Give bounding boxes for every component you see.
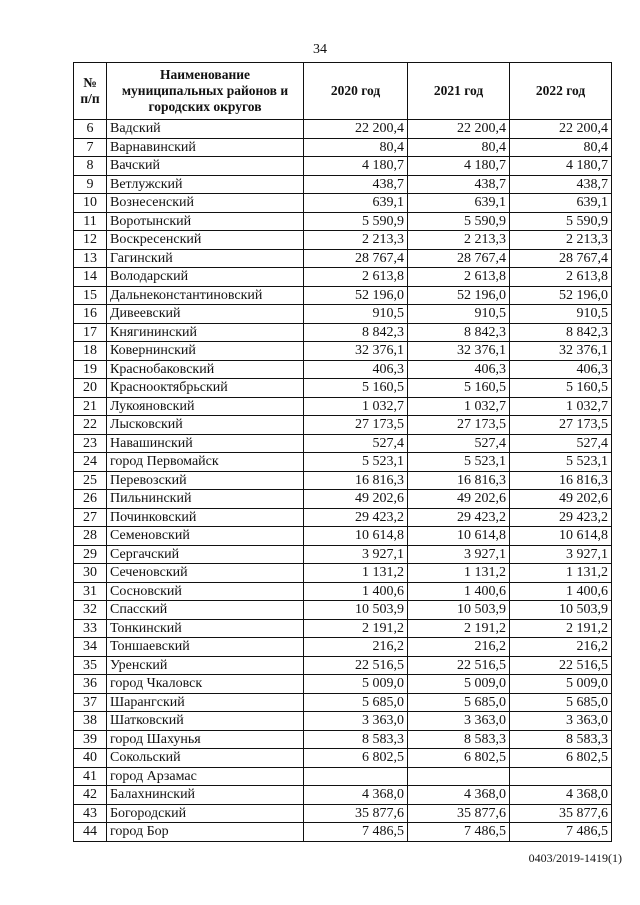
row-number: 26 <box>74 490 107 509</box>
table-row <box>74 120 612 139</box>
value-2022: 10 614,8 <box>510 527 612 546</box>
header-number: № п/п <box>74 63 107 120</box>
municipality-name: Дивеевский <box>107 305 304 324</box>
row-number: 29 <box>74 545 107 564</box>
value-2022: 2 191,2 <box>510 619 612 638</box>
value-2021: 1 131,2 <box>408 564 510 583</box>
value-2022: 5 523,1 <box>510 453 612 472</box>
table-row <box>74 231 612 250</box>
municipality-name: Варнавинский <box>107 138 304 157</box>
table-row <box>74 175 612 194</box>
value-2022: 6 802,5 <box>510 749 612 768</box>
value-2021: 52 196,0 <box>408 286 510 305</box>
municipality-name: Володарский <box>107 268 304 287</box>
value-2021: 3 927,1 <box>408 545 510 564</box>
row-number: 11 <box>74 212 107 231</box>
row-number: 10 <box>74 194 107 213</box>
value-2022: 3 927,1 <box>510 545 612 564</box>
table-row <box>74 379 612 398</box>
value-2022: 3 363,0 <box>510 712 612 731</box>
value-2021: 28 767,4 <box>408 249 510 268</box>
municipality-name: Лукояновский <box>107 397 304 416</box>
header-municipality-name: Наименование муниципальных районов и городских округов <box>107 63 304 120</box>
value-2021: 7 486,5 <box>408 823 510 842</box>
document-code: 0403/2019-1419(1) <box>528 851 622 865</box>
table-row <box>74 638 612 657</box>
header-year-2022: 2022 год <box>510 63 612 120</box>
row-number: 21 <box>74 397 107 416</box>
row-number: 7 <box>74 138 107 157</box>
table-row <box>74 527 612 546</box>
municipality-name: Балахнинский <box>107 786 304 805</box>
value-2022: 5 685,0 <box>510 693 612 712</box>
value-2020: 1 400,6 <box>304 582 408 601</box>
value-2020: 35 877,6 <box>304 804 408 823</box>
value-2020: 216,2 <box>304 638 408 657</box>
row-number: 13 <box>74 249 107 268</box>
table-row <box>74 286 612 305</box>
table-row <box>74 767 612 786</box>
row-number: 17 <box>74 323 107 342</box>
table-row <box>74 693 612 712</box>
value-2022: 80,4 <box>510 138 612 157</box>
municipality-name: Дальнеконстантиновский <box>107 286 304 305</box>
value-2022: 216,2 <box>510 638 612 657</box>
value-2020: 32 376,1 <box>304 342 408 361</box>
row-number: 25 <box>74 471 107 490</box>
value-2021: 8 842,3 <box>408 323 510 342</box>
table-row <box>74 675 612 694</box>
value-2022: 4 180,7 <box>510 157 612 176</box>
table-row <box>74 804 612 823</box>
value-2022: 8 583,3 <box>510 730 612 749</box>
header-year-2021: 2021 год <box>408 63 510 120</box>
row-number: 34 <box>74 638 107 657</box>
municipality-name: город Бор <box>107 823 304 842</box>
row-number: 38 <box>74 712 107 731</box>
value-2020: 16 816,3 <box>304 471 408 490</box>
municipality-name: Воскресенский <box>107 231 304 250</box>
value-2022: 10 503,9 <box>510 601 612 620</box>
table-row <box>74 712 612 731</box>
table-row <box>74 305 612 324</box>
value-2021: 5 685,0 <box>408 693 510 712</box>
municipality-name: Ковернинский <box>107 342 304 361</box>
value-2020: 7 486,5 <box>304 823 408 842</box>
value-2022: 32 376,1 <box>510 342 612 361</box>
value-2020: 80,4 <box>304 138 408 157</box>
value-2022: 406,3 <box>510 360 612 379</box>
value-2020: 639,1 <box>304 194 408 213</box>
value-2020: 438,7 <box>304 175 408 194</box>
value-2020: 1 131,2 <box>304 564 408 583</box>
value-2020: 5 009,0 <box>304 675 408 694</box>
table-row <box>74 508 612 527</box>
table-row <box>74 823 612 842</box>
municipality-name: Вознесенский <box>107 194 304 213</box>
municipality-name: Пильнинский <box>107 490 304 509</box>
municipality-name: Ветлужский <box>107 175 304 194</box>
value-2020: 22 200,4 <box>304 120 408 139</box>
value-2022: 35 877,6 <box>510 804 612 823</box>
value-2021: 4 368,0 <box>408 786 510 805</box>
row-number: 28 <box>74 527 107 546</box>
value-2022: 5 590,9 <box>510 212 612 231</box>
row-number: 36 <box>74 675 107 694</box>
value-2021: 10 503,9 <box>408 601 510 620</box>
table-row <box>74 490 612 509</box>
value-2021: 2 191,2 <box>408 619 510 638</box>
row-number: 16 <box>74 305 107 324</box>
row-number: 24 <box>74 453 107 472</box>
row-number: 19 <box>74 360 107 379</box>
value-2021: 639,1 <box>408 194 510 213</box>
municipality-name: Краснооктябрьский <box>107 379 304 398</box>
municipality-name: Сергачский <box>107 545 304 564</box>
value-2022: 16 816,3 <box>510 471 612 490</box>
value-2021: 29 423,2 <box>408 508 510 527</box>
row-number: 22 <box>74 416 107 435</box>
value-2020: 22 516,5 <box>304 656 408 675</box>
municipality-name: Спасский <box>107 601 304 620</box>
value-2021: 527,4 <box>408 434 510 453</box>
value-2021: 22 516,5 <box>408 656 510 675</box>
municipality-name: город Первомайск <box>107 453 304 472</box>
value-2021: 1 400,6 <box>408 582 510 601</box>
value-2022: 52 196,0 <box>510 286 612 305</box>
row-number: 31 <box>74 582 107 601</box>
value-2020: 28 767,4 <box>304 249 408 268</box>
value-2020: 8 583,3 <box>304 730 408 749</box>
row-number: 15 <box>74 286 107 305</box>
value-2020: 2 213,3 <box>304 231 408 250</box>
table-row <box>74 212 612 231</box>
row-number: 18 <box>74 342 107 361</box>
value-2020: 29 423,2 <box>304 508 408 527</box>
municipality-name: Семеновский <box>107 527 304 546</box>
value-2022: 27 173,5 <box>510 416 612 435</box>
municipality-name: Шатковский <box>107 712 304 731</box>
municipality-name: Шарангский <box>107 693 304 712</box>
table-row <box>74 360 612 379</box>
value-2022: 28 767,4 <box>510 249 612 268</box>
table-row <box>74 601 612 620</box>
value-2020: 406,3 <box>304 360 408 379</box>
value-2021: 8 583,3 <box>408 730 510 749</box>
table-row <box>74 545 612 564</box>
value-2020: 2 613,8 <box>304 268 408 287</box>
table-row <box>74 434 612 453</box>
page-number: 34 <box>313 42 327 57</box>
value-2021 <box>408 767 510 786</box>
value-2020: 3 363,0 <box>304 712 408 731</box>
municipality-name: Навашинский <box>107 434 304 453</box>
value-2020: 4 368,0 <box>304 786 408 805</box>
row-number: 20 <box>74 379 107 398</box>
table-row <box>74 249 612 268</box>
table-row <box>74 582 612 601</box>
table-row <box>74 194 612 213</box>
value-2021: 4 180,7 <box>408 157 510 176</box>
value-2020: 10 614,8 <box>304 527 408 546</box>
value-2021: 27 173,5 <box>408 416 510 435</box>
municipality-name: Краснобаковский <box>107 360 304 379</box>
value-2022: 527,4 <box>510 434 612 453</box>
municipality-name: Тоншаевский <box>107 638 304 657</box>
table-row <box>74 323 612 342</box>
municipality-name: город Чкаловск <box>107 675 304 694</box>
value-2022: 49 202,6 <box>510 490 612 509</box>
table-row <box>74 749 612 768</box>
value-2021: 910,5 <box>408 305 510 324</box>
row-number: 37 <box>74 693 107 712</box>
value-2021: 3 363,0 <box>408 712 510 731</box>
table-row <box>74 268 612 287</box>
value-2021: 35 877,6 <box>408 804 510 823</box>
municipality-name: Починковский <box>107 508 304 527</box>
table-row <box>74 342 612 361</box>
value-2021: 10 614,8 <box>408 527 510 546</box>
row-number: 42 <box>74 786 107 805</box>
municipality-name: город Шахунья <box>107 730 304 749</box>
value-2022: 29 423,2 <box>510 508 612 527</box>
value-2021: 49 202,6 <box>408 490 510 509</box>
row-number: 40 <box>74 749 107 768</box>
value-2021: 2 613,8 <box>408 268 510 287</box>
value-2020 <box>304 767 408 786</box>
value-2020: 5 523,1 <box>304 453 408 472</box>
value-2022: 1 032,7 <box>510 397 612 416</box>
row-number: 44 <box>74 823 107 842</box>
value-2021: 2 213,3 <box>408 231 510 250</box>
value-2021: 5 590,9 <box>408 212 510 231</box>
row-number: 23 <box>74 434 107 453</box>
value-2020: 10 503,9 <box>304 601 408 620</box>
value-2020: 5 590,9 <box>304 212 408 231</box>
municipality-name: город Арзамас <box>107 767 304 786</box>
value-2020: 527,4 <box>304 434 408 453</box>
municipality-name: Богородский <box>107 804 304 823</box>
municipality-name: Перевозский <box>107 471 304 490</box>
table-row <box>74 656 612 675</box>
table-row <box>74 471 612 490</box>
value-2021: 438,7 <box>408 175 510 194</box>
municipality-name: Вачский <box>107 157 304 176</box>
row-number: 43 <box>74 804 107 823</box>
value-2021: 216,2 <box>408 638 510 657</box>
value-2020: 5 160,5 <box>304 379 408 398</box>
value-2020: 5 685,0 <box>304 693 408 712</box>
value-2022: 1 400,6 <box>510 582 612 601</box>
municipality-name: Лысковский <box>107 416 304 435</box>
value-2021: 80,4 <box>408 138 510 157</box>
municipality-name: Воротынский <box>107 212 304 231</box>
value-2020: 3 927,1 <box>304 545 408 564</box>
value-2021: 5 009,0 <box>408 675 510 694</box>
row-number: 33 <box>74 619 107 638</box>
value-2022: 5 160,5 <box>510 379 612 398</box>
value-2020: 4 180,7 <box>304 157 408 176</box>
municipality-name: Уренский <box>107 656 304 675</box>
value-2020: 910,5 <box>304 305 408 324</box>
value-2020: 2 191,2 <box>304 619 408 638</box>
row-number: 32 <box>74 601 107 620</box>
value-2022: 7 486,5 <box>510 823 612 842</box>
value-2022: 22 200,4 <box>510 120 612 139</box>
municipality-name: Тонкинский <box>107 619 304 638</box>
value-2021: 32 376,1 <box>408 342 510 361</box>
value-2021: 5 523,1 <box>408 453 510 472</box>
municipality-name: Сосновский <box>107 582 304 601</box>
row-number: 6 <box>74 120 107 139</box>
row-number: 30 <box>74 564 107 583</box>
row-number: 12 <box>74 231 107 250</box>
municipality-name: Сокольский <box>107 749 304 768</box>
value-2020: 27 173,5 <box>304 416 408 435</box>
header-year-2020: 2020 год <box>304 63 408 120</box>
value-2022: 1 131,2 <box>510 564 612 583</box>
value-2021: 1 032,7 <box>408 397 510 416</box>
value-2022: 4 368,0 <box>510 786 612 805</box>
value-2022: 8 842,3 <box>510 323 612 342</box>
municipality-name: Гагинский <box>107 249 304 268</box>
value-2022: 2 213,3 <box>510 231 612 250</box>
table-row <box>74 619 612 638</box>
row-number: 39 <box>74 730 107 749</box>
value-2022: 22 516,5 <box>510 656 612 675</box>
row-number: 9 <box>74 175 107 194</box>
value-2021: 22 200,4 <box>408 120 510 139</box>
table-row <box>74 564 612 583</box>
value-2020: 8 842,3 <box>304 323 408 342</box>
municipality-name: Вадский <box>107 120 304 139</box>
table-row <box>74 730 612 749</box>
value-2020: 49 202,6 <box>304 490 408 509</box>
value-2021: 16 816,3 <box>408 471 510 490</box>
row-number: 27 <box>74 508 107 527</box>
table-row <box>74 416 612 435</box>
value-2022 <box>510 767 612 786</box>
value-2020: 6 802,5 <box>304 749 408 768</box>
value-2022: 438,7 <box>510 175 612 194</box>
value-2022: 2 613,8 <box>510 268 612 287</box>
table-row <box>74 138 612 157</box>
value-2020: 1 032,7 <box>304 397 408 416</box>
value-2020: 52 196,0 <box>304 286 408 305</box>
value-2022: 910,5 <box>510 305 612 324</box>
row-number: 41 <box>74 767 107 786</box>
value-2022: 5 009,0 <box>510 675 612 694</box>
value-2021: 6 802,5 <box>408 749 510 768</box>
value-2022: 639,1 <box>510 194 612 213</box>
row-number: 8 <box>74 157 107 176</box>
row-number: 35 <box>74 656 107 675</box>
table-header-row <box>74 63 612 120</box>
municipality-name: Княгининский <box>107 323 304 342</box>
value-2021: 5 160,5 <box>408 379 510 398</box>
row-number: 14 <box>74 268 107 287</box>
budget-table <box>73 62 612 842</box>
table-row <box>74 397 612 416</box>
table-row <box>74 453 612 472</box>
table-row <box>74 157 612 176</box>
table-row <box>74 786 612 805</box>
value-2021: 406,3 <box>408 360 510 379</box>
municipality-name: Сеченовский <box>107 564 304 583</box>
